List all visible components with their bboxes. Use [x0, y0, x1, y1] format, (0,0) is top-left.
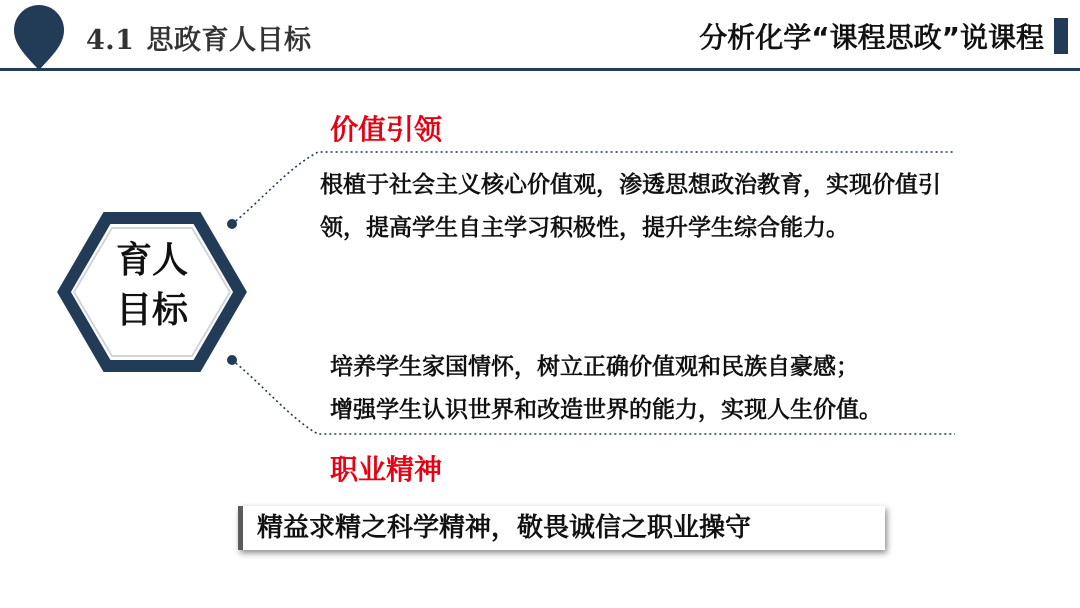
value-guidance-text: 根植于社会主义核心价值观，渗透思想政治教育，实现价值引领，提高学生自主学习积极性，提升学生综合能力。: [320, 172, 941, 241]
goal-label: [82, 236, 222, 336]
course-title: 分析化学“课程思政”说课程: [699, 21, 1044, 54]
section-number: 4.1: [86, 25, 135, 56]
professional-spirit-heading: 职业精神: [330, 453, 443, 486]
lower-connector-dot: [227, 355, 237, 365]
section-title-text: 思政育人目标: [146, 25, 312, 56]
patriotism-text: [330, 346, 970, 432]
upper-connector-dot: [227, 219, 237, 229]
value-guidance-heading: 价值引领: [330, 113, 443, 146]
goal-label-line1: 育人: [115, 240, 188, 281]
goal-label-line2: 目标: [115, 290, 188, 331]
patriotism-line-2: 增强学生认识世界和改造世界的能力，实现人生价值。: [330, 397, 882, 423]
patriotism-line-1: 培养学生家国情怀，树立正确价值观和民族自豪感；: [330, 354, 859, 380]
professional-spirit-box: 精益求精之科学精神，敬畏诚信之职业操守: [238, 506, 885, 550]
